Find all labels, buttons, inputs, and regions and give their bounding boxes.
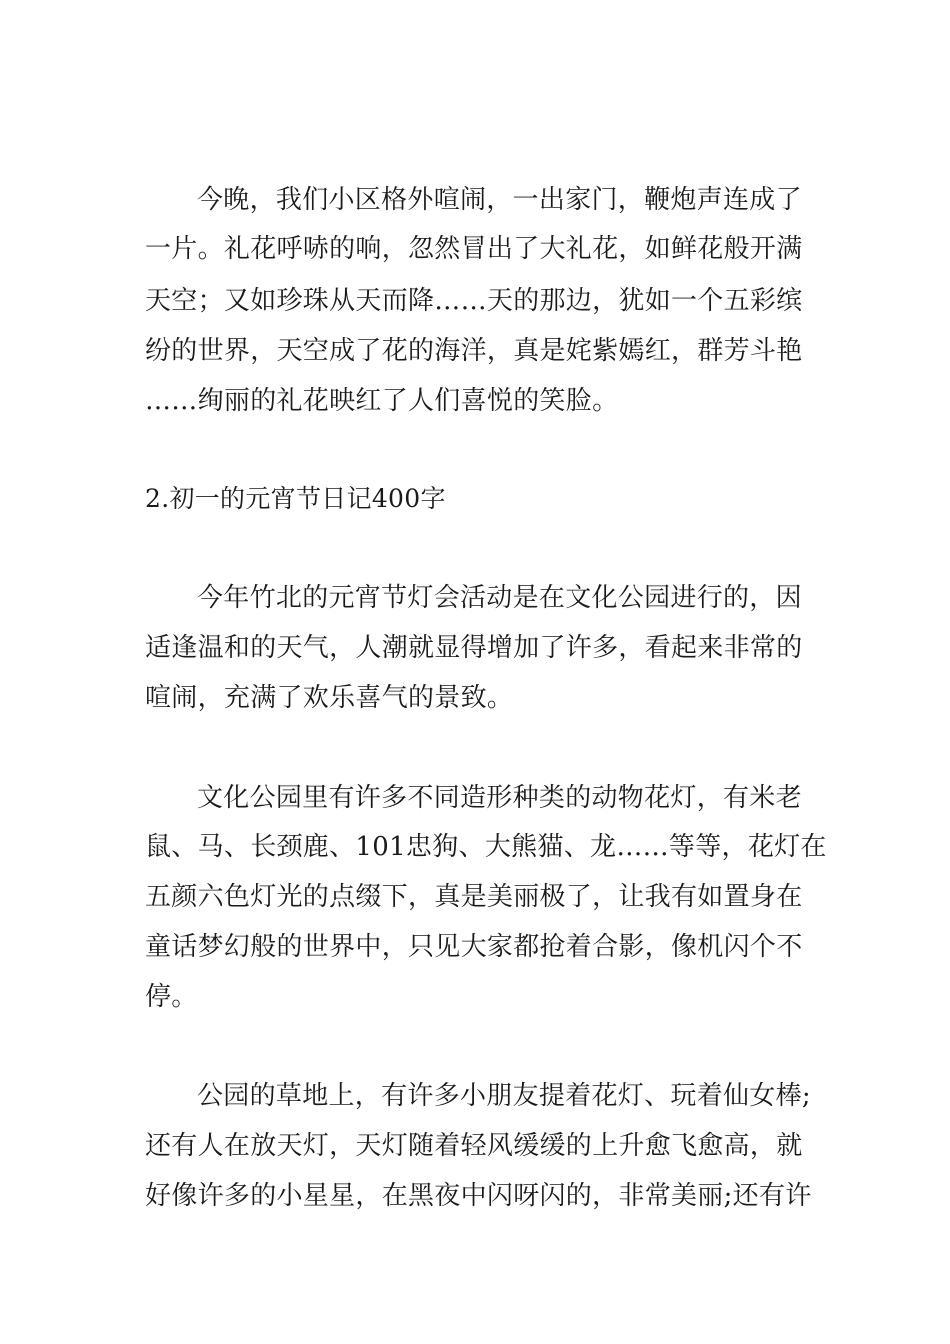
paragraph-line: 好像许多的小星星，在黑夜中闪呀闪的，非常美丽;还有许 xyxy=(145,1181,812,1211)
paragraph-line: 文化公园里有许多不同造形种类的动物花灯，有米老 xyxy=(197,783,802,813)
paragraph-line: 一片。礼花呼哧的响，忽然冒出了大礼花，如鲜花般开满 xyxy=(145,234,803,264)
paragraph-line: 今晚，我们小区格外喧闹，一出家门，鞭炮声连成了 xyxy=(197,185,802,215)
section-heading: 2.初一的元宵节日记400字 xyxy=(145,484,446,513)
paragraph-line: 停。 xyxy=(145,982,198,1012)
paragraph-line: ……绚丽的礼花映红了人们喜悦的笑脸。 xyxy=(145,386,619,416)
paragraph-line: 童话梦幻般的世界中，只见大家都抢着合影，像机闪个不 xyxy=(145,932,803,962)
paragraph-line: 还有人在放天灯，天灯随着轻风缓缓的上升愈飞愈高，就 xyxy=(145,1131,803,1161)
paragraph-line: 今年竹北的元宵节灯会活动是在文化公园进行的，因 xyxy=(197,583,802,613)
paragraph-line: 公园的草地上，有许多小朋友提着花灯、玩着仙女棒; xyxy=(197,1081,811,1111)
paragraph-line: 适逢温和的天气，人潮就显得增加了许多，看起来非常的 xyxy=(145,633,803,663)
paragraph-line: 天空；又如珍珠从天而降……天的那边，犹如一个五彩缤 xyxy=(145,286,803,316)
paragraph-line: 喧闹，充满了欢乐喜气的景致。 xyxy=(145,683,514,713)
paragraph-line: 五颜六色灯光的点缀下，真是美丽极了，让我有如置身在 xyxy=(145,882,803,912)
paragraph-line: 纷的世界，天空成了花的海洋，真是姹紫嫣红，群芳斗艳 xyxy=(145,336,803,366)
paragraph-line: 鼠、马、长颈鹿、101忠狗、大熊猫、龙……等等，花灯在 xyxy=(145,832,827,862)
